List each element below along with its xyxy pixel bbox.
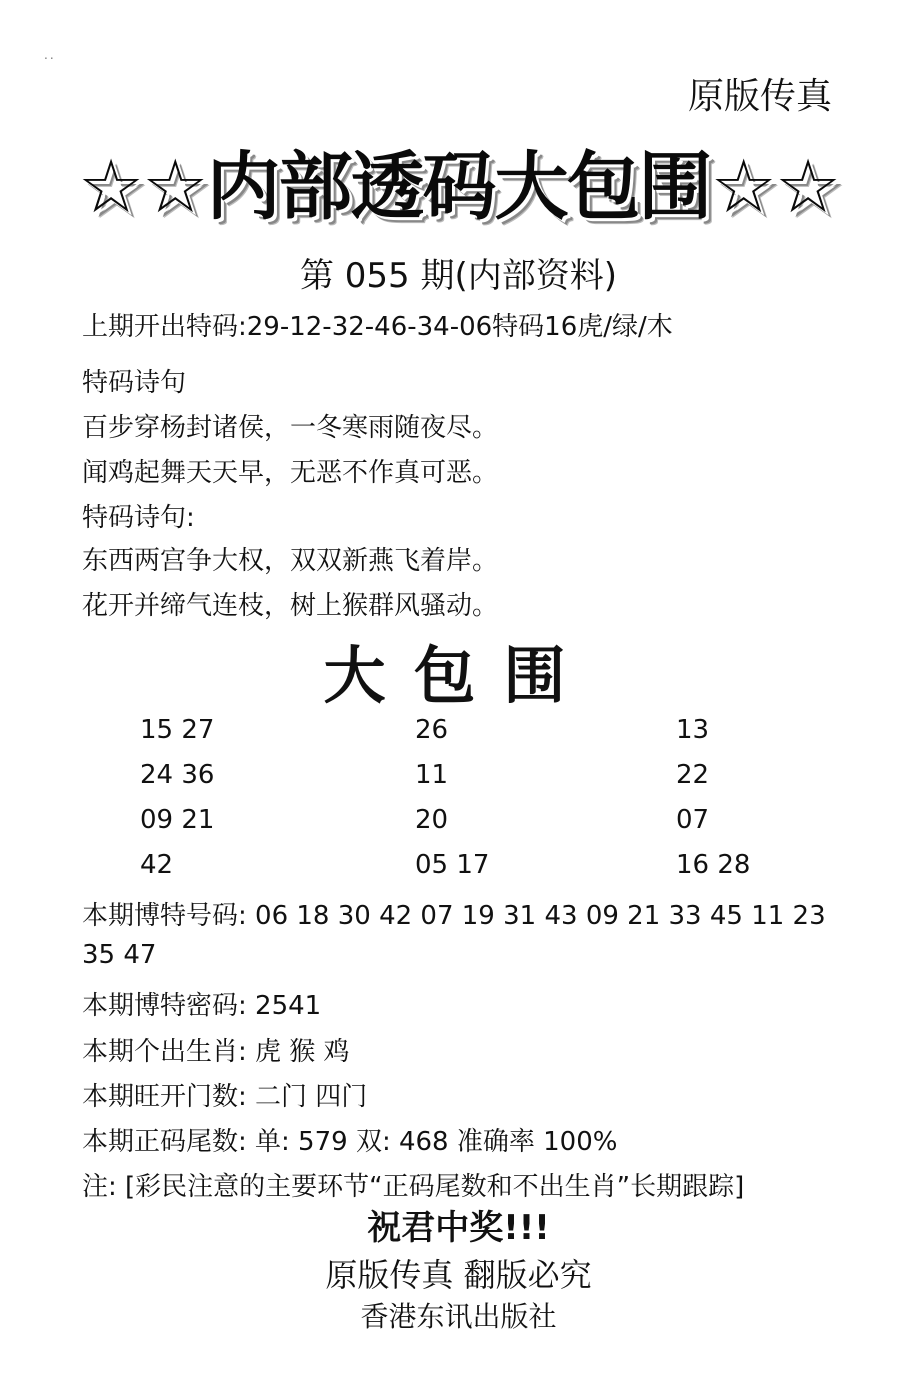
lucky-doors-line: 本期旺开门数: 二门 四门 — [82, 1082, 368, 1112]
poem2-line1: 东西两宫争大权，双双新燕飞着岸。 — [82, 546, 499, 576]
excluded-zodiac-line: 本期个出生肖: 虎 猴 鸡 — [82, 1037, 350, 1067]
grid-cell: 42 — [140, 850, 174, 880]
secret-code-line: 本期博特密码: 2541 — [82, 991, 322, 1021]
poem1-line2: 闻鸡起舞天天早，无恶不作真可恶。 — [82, 458, 499, 488]
grid-cell: 20 — [415, 805, 449, 835]
last-draw-line: 上期开出特码:29-12-32-46-34-06特码16虎/绿/木 — [82, 312, 673, 342]
special-numbers-line2: 35 47 — [82, 940, 157, 970]
grid-cell: 16 28 — [676, 850, 751, 880]
special-numbers-line1: 本期博特号码: 06 18 30 42 07 19 31 43 09 21 33 45 11 23 — [82, 901, 826, 931]
corner-dots: .. — [44, 48, 56, 62]
footer-fax-copyright: 原版传真 翻版必究 — [325, 1256, 592, 1294]
note-line: 注: [彩民注意的主要环节“正码尾数和不出生肖”长期跟踪] — [82, 1172, 745, 1202]
grid-cell: 15 27 — [140, 715, 215, 745]
grid-cell: 13 — [676, 715, 710, 745]
wish-text: 祝君中奖!!! — [367, 1208, 550, 1248]
poem1-heading: 特码诗句 — [82, 368, 187, 398]
issue-number: 第 055 期(内部资料) — [299, 256, 618, 296]
grid-cell: 11 — [415, 760, 449, 790]
section-title: 大包围 — [323, 639, 594, 712]
poem1-line1: 百步穿杨封诸侯，一冬寒雨随夜尽。 — [82, 413, 499, 443]
grid-cell: 26 — [415, 715, 449, 745]
grid-cell: 09 21 — [140, 805, 215, 835]
poem2-heading: 特码诗句: — [82, 503, 195, 533]
grid-cell: 24 36 — [140, 760, 215, 790]
grid-cell: 22 — [676, 760, 710, 790]
poem2-line2: 花开并缔气连枝，树上猴群风骚动。 — [82, 591, 499, 621]
grid-cell: 05 17 — [415, 850, 490, 880]
publisher-name: 香港东讯出版社 — [360, 1300, 557, 1333]
fax-label-top: 原版传真 — [688, 76, 833, 117]
grid-cell: 07 — [676, 805, 710, 835]
main-title: ☆☆内部透码大包围☆☆ — [77, 144, 840, 230]
tail-numbers-line: 本期正码尾数: 单: 579 双: 468 准确率 100% — [82, 1127, 618, 1157]
